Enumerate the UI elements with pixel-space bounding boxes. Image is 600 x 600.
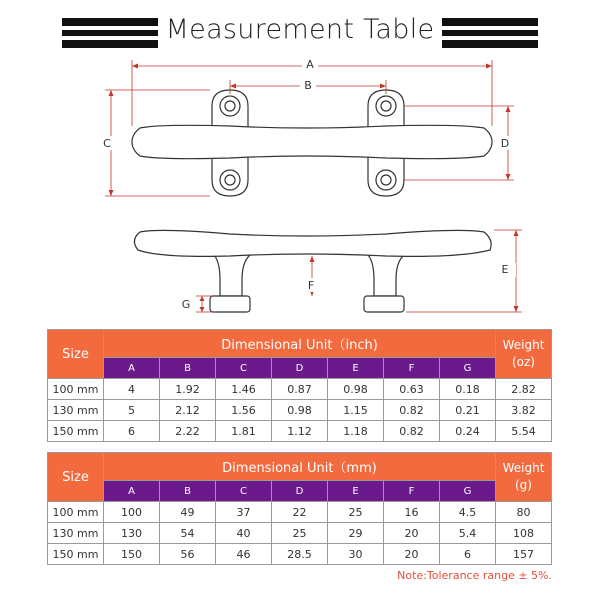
title-banner: [0, 0, 600, 62]
weight-header: Weight (oz): [496, 330, 552, 379]
value-cell: 56: [160, 544, 216, 565]
column-header: A: [104, 358, 160, 379]
value-cell: 5.4: [440, 523, 496, 544]
value-cell: 2.22: [160, 421, 216, 442]
dim-label-d: D: [500, 137, 510, 150]
value-cell: 16: [384, 502, 440, 523]
dimension-letters: [102, 57, 516, 311]
dimension-lines: [105, 60, 522, 312]
value-cell: 0.63: [384, 379, 440, 400]
dim-label-f: F: [307, 279, 315, 292]
column-header: E: [328, 481, 384, 502]
value-cell: 130: [104, 523, 160, 544]
size-cell: 150 mm: [48, 421, 104, 442]
value-cell: 0.98: [272, 400, 328, 421]
value-cell: 1.46: [216, 379, 272, 400]
value-cell: 20: [384, 523, 440, 544]
column-header: C: [216, 481, 272, 502]
value-cell: 25: [328, 502, 384, 523]
tolerance-note: Note:Tolerance range ± 5%.: [397, 569, 552, 582]
value-cell: 6: [104, 421, 160, 442]
column-header: D: [272, 481, 328, 502]
table-row: [48, 379, 552, 400]
column-header: B: [160, 481, 216, 502]
mm-dimension-table: [47, 452, 552, 565]
column-header: E: [328, 358, 384, 379]
cleat-diagram: [0, 55, 600, 325]
weight-cell: 157: [496, 544, 552, 565]
size-header: Size: [48, 453, 104, 502]
value-cell: 30: [328, 544, 384, 565]
table-row: [48, 421, 552, 442]
value-cell: 28.5: [272, 544, 328, 565]
dim-label-b: B: [304, 79, 312, 92]
value-cell: 0.21: [440, 400, 496, 421]
value-cell: 22: [272, 502, 328, 523]
value-cell: 49: [160, 502, 216, 523]
dim-label-c: C: [103, 137, 111, 150]
inch-dimension-table: [47, 329, 552, 442]
title-stripes-left: [62, 18, 158, 48]
size-cell: 130 mm: [48, 523, 104, 544]
value-cell: 1.15: [328, 400, 384, 421]
value-cell: 0.82: [384, 421, 440, 442]
size-cell: 130 mm: [48, 400, 104, 421]
size-cell: 100 mm: [48, 502, 104, 523]
weight-cell: 2.82: [496, 379, 552, 400]
column-header: G: [440, 358, 496, 379]
value-cell: 1.81: [216, 421, 272, 442]
column-header: B: [160, 358, 216, 379]
column-header: F: [384, 358, 440, 379]
value-cell: 0.18: [440, 379, 496, 400]
value-cell: 2.12: [160, 400, 216, 421]
weight-cell: 3.82: [496, 400, 552, 421]
unit-header: Dimensional Unit（mm): [104, 453, 496, 481]
value-cell: 1.56: [216, 400, 272, 421]
value-cell: 0.82: [384, 400, 440, 421]
value-cell: 1.92: [160, 379, 216, 400]
dim-label-e: E: [501, 263, 509, 276]
dim-label-a: A: [306, 58, 314, 71]
column-header: F: [384, 481, 440, 502]
size-header: Size: [48, 330, 104, 379]
weight-header: Weight (g): [496, 453, 552, 502]
column-header: A: [104, 481, 160, 502]
title-stripes-right: [442, 18, 538, 48]
dim-label-g: G: [181, 298, 191, 311]
column-header: G: [440, 481, 496, 502]
value-cell: 40: [216, 523, 272, 544]
size-cell: 100 mm: [48, 379, 104, 400]
value-cell: 0.98: [328, 379, 384, 400]
weight-cell: 5.54: [496, 421, 552, 442]
value-cell: 100: [104, 502, 160, 523]
value-cell: 29: [328, 523, 384, 544]
value-cell: 150: [104, 544, 160, 565]
unit-header: Dimensional Unit（inch): [104, 330, 496, 358]
value-cell: 6: [440, 544, 496, 565]
weight-cell: 80: [496, 502, 552, 523]
value-cell: 46: [216, 544, 272, 565]
page-title: Measurement Table: [165, 14, 435, 45]
value-cell: 1.18: [328, 421, 384, 442]
value-cell: 4: [104, 379, 160, 400]
value-cell: 25: [272, 523, 328, 544]
value-cell: 4.5: [440, 502, 496, 523]
size-cell: 150 mm: [48, 544, 104, 565]
value-cell: 20: [384, 544, 440, 565]
value-cell: 37: [216, 502, 272, 523]
table-row: [48, 400, 552, 421]
table-row: [48, 523, 552, 544]
value-cell: 1.12: [272, 421, 328, 442]
value-cell: 54: [160, 523, 216, 544]
table-row: [48, 502, 552, 523]
dimension-arrows: [109, 64, 519, 313]
column-header: C: [216, 358, 272, 379]
value-cell: 0.87: [272, 379, 328, 400]
weight-cell: 108: [496, 523, 552, 544]
column-header: D: [272, 358, 328, 379]
value-cell: 0.24: [440, 421, 496, 442]
value-cell: 5: [104, 400, 160, 421]
table-row: [48, 544, 552, 565]
